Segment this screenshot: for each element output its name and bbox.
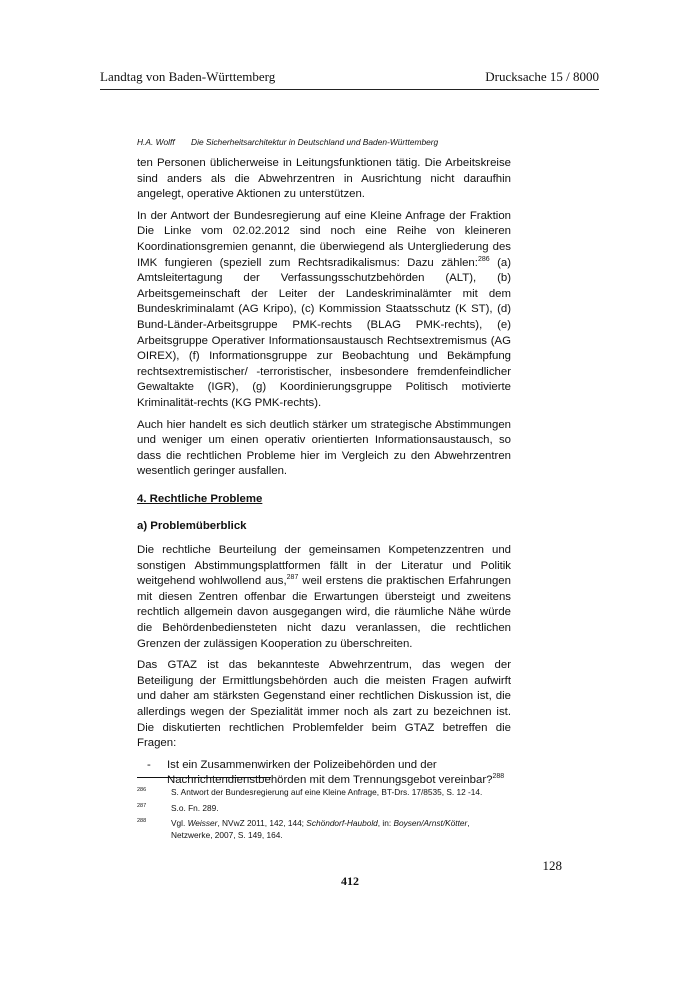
footnote-ref-286[interactable]: 286 xyxy=(477,255,490,263)
footnote-author: Boysen/Arnst/Kötter xyxy=(393,818,468,828)
running-header xyxy=(100,69,599,90)
header-left: Landtag von Baden-Württemberg xyxy=(100,69,276,84)
paragraph-2-text-b: (a) Amtsleitertagung der Verfassungsschutzbehörden (ALT), (b) Arbeitsgemeinschaft der Leiter der Landeskriminalämter mit dem Bundeskriminalamt (AG Kripo), (c) Kommission Staatsschutz (K ST), (d) Bund-Länder-Arbeitsgruppe PMK-rechts (BLAG PMK-rechts), (e) Arbeitsgruppe Operativer Informationsaustausch Rechtsextremismus (AG OIREX), (f) Informationsgruppe zur Beobachtung und Bekämpfung rechtsextremistischer/ -terroristischer, insbesondere fremdenfeindlicher Gewaltakte (IGR), (g) Koordinierungsgruppe Politisch motivierte Kriminalität-rechts (KG PMK-rechts). xyxy=(137,256,511,409)
document-page-number: 412 xyxy=(341,874,359,888)
footnote-number: 286 xyxy=(137,787,147,793)
page-content xyxy=(137,137,511,789)
section-heading: 4. Rechtliche Probleme xyxy=(137,492,263,505)
list-dash: - xyxy=(147,758,151,771)
footnote-number: 287 xyxy=(137,802,147,809)
footnote-288 xyxy=(137,818,511,841)
footnote-author: Weisser xyxy=(187,818,218,828)
list-item xyxy=(137,758,511,789)
footnote-text-part: , Netzwerke, 2007, S. 149, 164. xyxy=(171,818,470,840)
chapter-header xyxy=(137,137,511,147)
footnote-text: S.o. Fn. 289. xyxy=(171,802,219,813)
footnote-text: S. Antwort der Bundesregierung auf eine Kleine Anfrage, BT-Drs. 17/8535, S. 12 -14. xyxy=(171,787,483,797)
list-item-text: Ist ein Zusammenwirken der Polizeibehörden und der Nachrichtendienstbehörden mit dem Trennungsgebot vereinbar? xyxy=(167,758,493,787)
footnote-ref-288[interactable]: 288 xyxy=(492,773,505,781)
footnote-number: 288 xyxy=(137,818,147,824)
footnote-text-part: , in: xyxy=(377,818,394,828)
footnote-author: Schöndorf-Haubold xyxy=(306,818,378,828)
footnote-287 xyxy=(137,803,511,815)
book-page-number: 128 xyxy=(542,858,562,873)
paragraph-5: Das GTAZ ist das bekannteste Abwehrzentrum, das wegen der Beteiligung der Ermittlungsbehörden auch die meisten Fragen aufwirft und daher am stärksten Gegenstand einer rechtlichen Diskussion ist, die allerdings wegen der Spezialität immer noch als zart zu bezeichnen ist. Die diskutierten rechtlichen Problemfelder beim GTAZ betreffen die Fragen: xyxy=(137,659,511,750)
footnote-separator xyxy=(137,777,271,778)
paragraph-2-text-a: In der Antwort der Bundesregierung auf eine Kleine Anfrage der Fraktion Die Linke vom 02.02.2012 sind noch eine Reihe von kleineren Koordinationsgremien genannt, die überwiegend als Untergliederung des IMK fungieren (speziell zum Rechtsradikalismus: Dazu zählen: xyxy=(137,209,511,269)
paragraph-2 xyxy=(137,209,511,412)
paragraph-3: Auch hier handelt es sich deutlich stärker um strategische Abstimmungen und weniger um einen operativ orientierten Informationsaustausch, so dass die rechtlichen Probleme hier im Vergleich zu den Abwehrzentren wesentlich geringer ausfallen. xyxy=(137,418,511,478)
footnote-286 xyxy=(137,787,511,799)
footnote-text-part: Vgl. xyxy=(171,818,188,828)
footnote-ref-287[interactable]: 287 xyxy=(286,574,299,582)
footnote-text xyxy=(171,818,470,840)
paragraph-4-text-b: weil erstens die praktischen Erfahrungen mit diesen Zentren offenbar die Erwartungen übersteigt und zweitens rechtlich allgemein davon ausgegangen wird, die räumliche Nähe würde die Behördenbediensteten nicht dazu veranlassen, die rechtlichen Grenzen der zulässigen Kooperation zu überschreiten. xyxy=(137,575,511,650)
footnotes xyxy=(137,787,511,845)
paragraph-4-text-a: Die rechtliche Beurteilung der gemeinsamen Kompetenzzentren und sonstigen Abstimmungsplattformen fällt in der Literatur und Politik weitgehend wohlwollend aus, xyxy=(137,544,511,588)
subsection-heading: a) Problemüberblick xyxy=(137,520,247,533)
footnote-text-part: , NVwZ 2011, 142, 144; xyxy=(217,818,307,828)
paragraph-4 xyxy=(137,543,511,652)
chapter-title: Die Sicherheitsarchitektur in Deutschland und Baden-Württemberg xyxy=(191,137,439,147)
header-right: Drucksache 15 / 8000 xyxy=(485,69,599,84)
paragraph-1: ten Personen üblicherweise in Leitungsfunktionen tätig. Die Arbeitskreise sind anders als die Abwehrzentren in Ausrichtung nicht daraufhin angelegt, operative Aktionen zu unterstützen. xyxy=(137,157,511,201)
chapter-author: H.A. Wolff xyxy=(137,137,175,147)
